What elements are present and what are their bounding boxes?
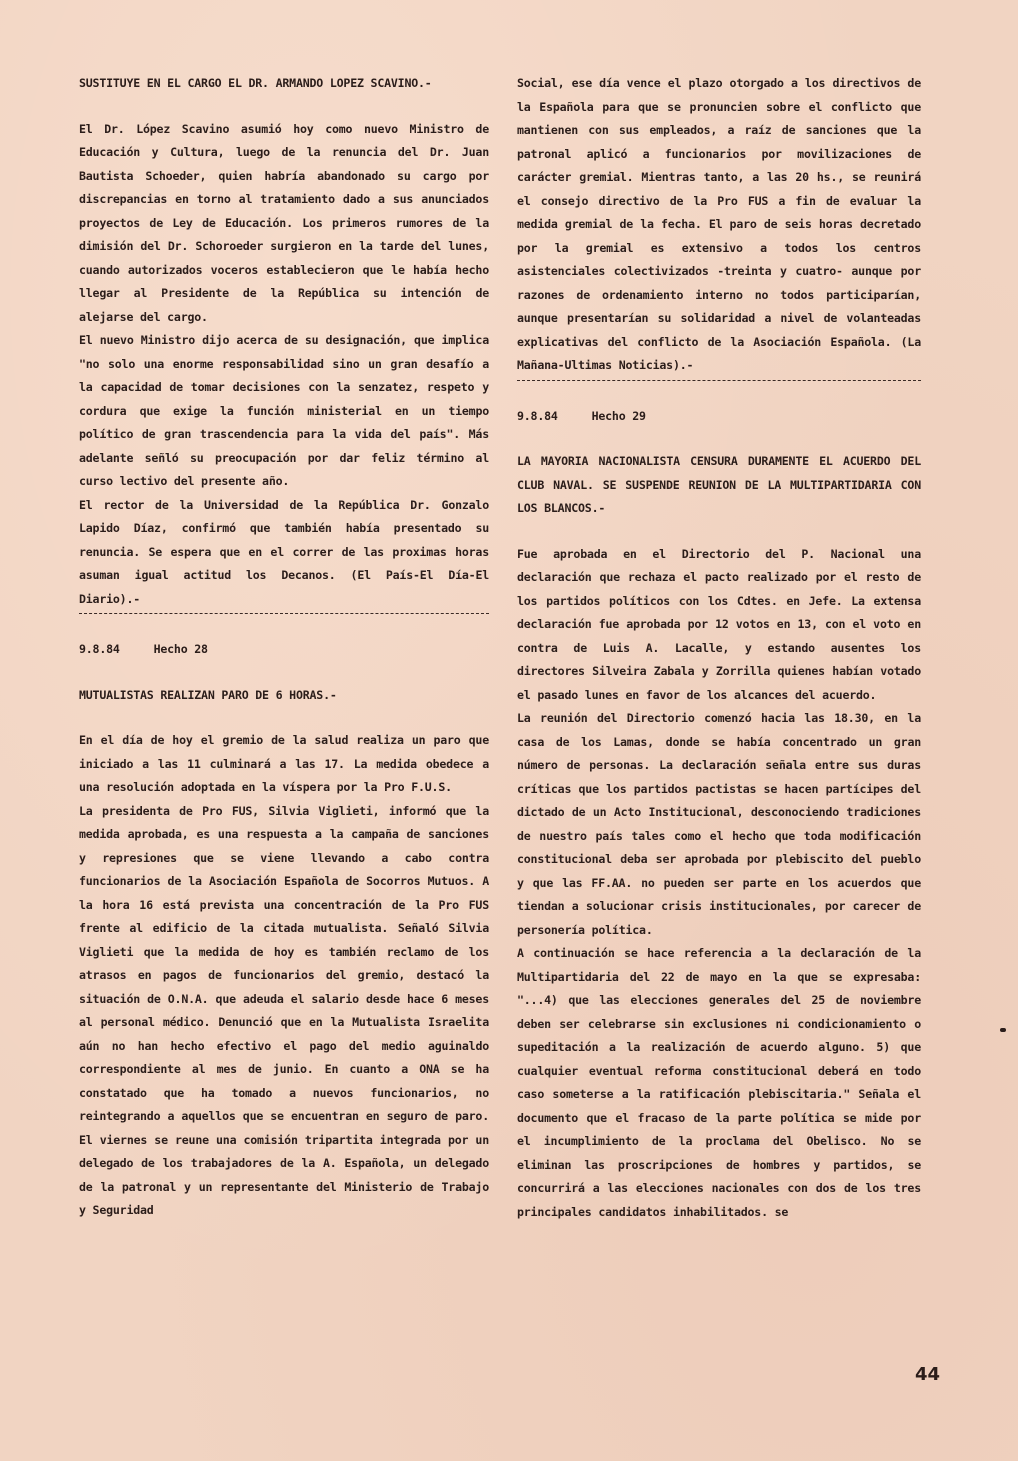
paragraph: A continuación se hace referencia a la declaración de la Multipartidaria del 22 de mayo en la que se expresaba: "...4) que las elecciones generales del 25 de noviembre deben ser celebrarse sin exclusiones ni condicionamiento o supeditación a la realización de acuerdo alguno. 5) que cualquier eventual reforma constitucional deberá en todo caso someterse a la ratificación plebiscitaria." Señala el documento que el fracaso de la parte política se mide por el incumplimiento de la proclama del Obelisco. No se eliminan las proscripciones de hombres y partidos, se concurrirá a las elecciones nacionales con dos de los tres principales candidatos inhabilitados. se — [517, 946, 921, 1219]
date-line-hecho-29: 9.8.84 Hecho 29 — [517, 408, 646, 423]
date-line-hecho-28: 9.8.84 Hecho 28 — [79, 642, 208, 656]
paragraph: Fue aprobada en el Directorio del P. Nacional una declaración que rechaza el pacto realizado por el resto de los partidos políticos con los Cdtes. en Jefe. La extensa declaración fue aprobada por 12 votos en 13, con el voto en contra de Luis A. Lacalle, y estando ausentes los directores Silveira Zabala y Zorrilla quienes habían votado el pasado lunes en favor de los alcances del acuerdo. — [517, 546, 921, 702]
paragraph: En el día de hoy el gremio de la salud realiza un paro que iniciado a las 11 culminará a las 17. La medida obedece a una resolución adoptada en la víspera por la Pro F.U.S. — [79, 733, 489, 794]
ink-mark — [1000, 1028, 1006, 1032]
article-heading-mutualistas: MUTUALISTAS REALIZAN PARO DE 6 HORAS.- — [79, 687, 337, 702]
right-column — [517, 72, 921, 1224]
paragraph: Social, ese día vence el plazo otorgado a los directivos de la Española para que se pronuncien sobre el conflicto que mantienen con sus empleados, a raíz de sanciones que la patronal aplicó a funcionarios por movilizaciones de carácter gremial. Mientras tanto, a las 20 hs., se reunirá el consejo directivo de la Pro FUS a fin de evaluar la medida gremial de la fecha. El paro de seis horas decretado por la gremial es extensivo a todos los centros asistenciales colectivizados -treinta y cuatro- aunque por razones de ordenamiento interno no todos participarían, aunque presentarían su solidaridad a nivel de volanteadas explicativas del conflicto de la Asociación Española. (La Mañana-Ultimas Noticias).- — [517, 76, 921, 372]
article-heading-lopez-scavino: SUSTITUYE EN EL CARGO EL DR. ARMANDO LOPEZ SCAVINO.- — [79, 76, 432, 90]
page-number: 44 — [915, 1364, 941, 1385]
paragraph: La presidenta de Pro FUS, Silvia Viglieti, informó que la medida aprobada, es una respuesta a la campaña de sanciones y represiones que se viene llevando a cabo contra funcionarios de la Asociación Española de Socorros Mutuos. A la hora 16 está prevista una concentración de la Pro FUS frente al edificio de la citada mutualista. Señaló Silvia Viglieti que la medida de hoy es también reclamo de los atrasos en pagos de funcionarios del gremio, destacó la situación de O.N.A. que adeuda el salario desde hace 6 meses al personal médico. Denunció que en la Mutualista Israelita aún no han hecho efectivo el pago del medio aguinaldo correspondiente al mes de junio. En cuanto a ONA se ha constatado que ha tomado a nuevos funcionarios, no reintegrando a aquellos que se encuentran en seguro de paro. El viernes se reune una comisión tripartita integrada por un delegado de los trabajadores de la A. Española, un delegado de la patronal y un representante del Ministerio de Trabajo y Seguridad — [79, 803, 489, 1217]
paragraph: La reunión del Directorio comenzó hacia las 18.30, en la casa de los Lamas, donde se había concentrado un gran número de personas. La declaración señala entre sus duras críticas que los partidos pactistas se hacen partícipes del dictado de un Acto Institucional, desconociendo tradiciones de nuestro país tales como el hecho que toda modificación constitucional deba ser aprobada por plebiscito del pueblo y que las FF.AA. no pueden ser parte en los acuerdos que tiendan a solucionar crisis institucionales, por carecer de personería política. — [517, 711, 921, 937]
article-heading-mayoria-nacionalista: LA MAYORIA NACIONALISTA CENSURA DURAMENTE EL ACUERDO DEL CLUB NAVAL. SE SUSPENDE REUNION DE LA MULTIPARTIDARIA CON LOS BLANCOS.- — [517, 454, 921, 515]
paragraph: El rector de la Universidad de la República Dr. Gonzalo Lapido Díaz, confirmó que también había presentado su renuncia. Se espera que en el correr de las proximas horas asuman igual actitud los Decanos. (El País-El Día-El Diario).- — [79, 497, 489, 606]
left-column — [79, 72, 489, 1223]
paragraph: El nuevo Ministro dijo acerca de su designación, que implica "no solo una enorme responsabilidad sino un gran desafío a la capacidad de tomar decisiones con la senzatez, respeto y cordura que exige la función ministerial en un tiempo político de gran trascendencia para la vida del país". Más adelante señló su preocupación por dar feliz término al curso lectivo del presente año. — [79, 333, 489, 488]
paragraph: El Dr. López Scavino asumió hoy como nuevo Ministro de Educación y Cultura, luego de la renuncia del Dr. Juan Bautista Schoeder, quien habría abandonado su cargo por discrepancias en torno al tratamiento dado a sus anunciados proyectos de Ley de Educación. Los primeros rumores de la dimisión del Dr. Schoroeder surgieron en la tarde del lunes, cuando autorizados voceros establecieron que le había hecho llegar al Presidente de la República su intención de alejarse del cargo. — [79, 121, 489, 324]
